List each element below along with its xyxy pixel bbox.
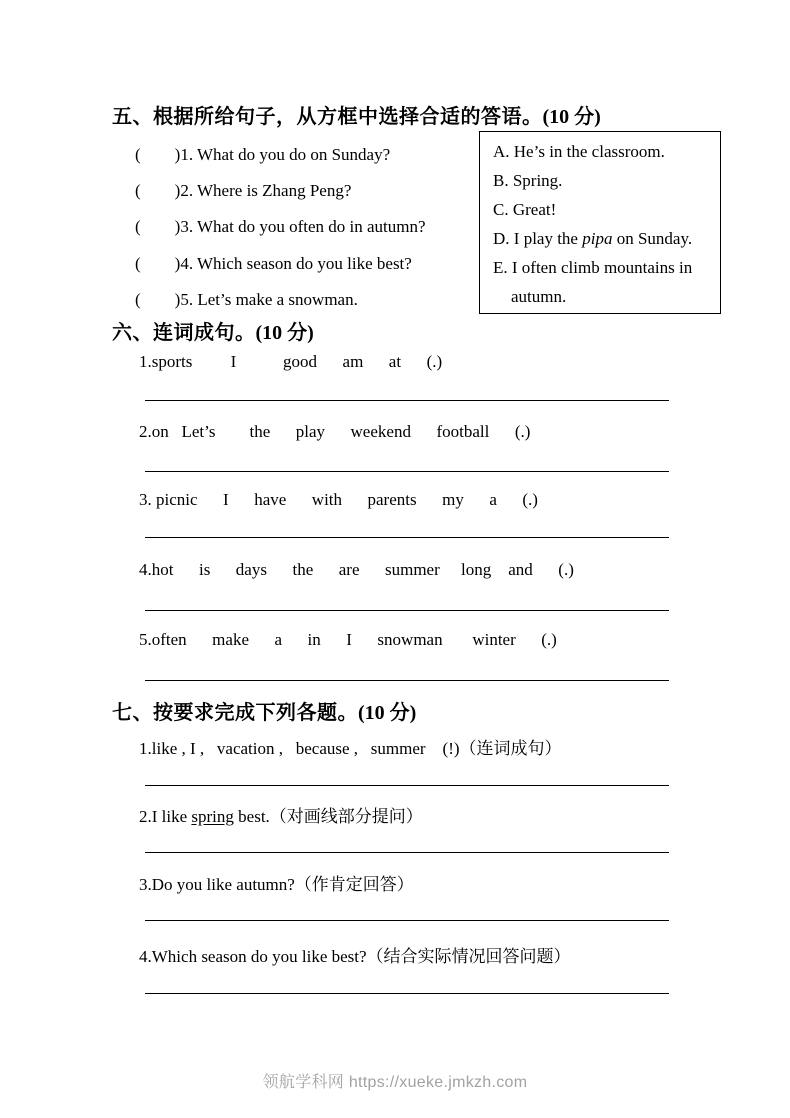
rearrange-item-2: 2.on Let’s the play weekend football (.) [139,422,531,441]
answer-blank-line-5 [145,680,669,681]
section-seven-title-text: 七、按要求完成下列各题。 [112,702,358,724]
answer-blank-line-3 [145,537,669,538]
answer-blank-line-8 [145,920,669,921]
rearrange-item-4: 4.hot is days the are summer long and (.) [139,560,574,579]
section-five-title-text: 五、根据所给句子，从方框中选择合适的答语。 [112,106,543,128]
rearrange-item-5: 5.often make a in I snowman winter (.) [139,630,557,649]
section-seven-score: (10 分) [358,702,417,724]
task-item-3: 3.Do you like autumn?（作肯定回答） [139,875,414,894]
answer-options-box [479,131,721,314]
section-five-title [112,100,601,129]
answer-blank-line-1 [145,400,669,401]
option-c: C. Great! [493,200,557,219]
section-five-score: (10 分) [542,106,601,128]
answer-blank-line-7 [145,852,669,853]
question-4: ( )4. Which season do you like best? [135,254,412,273]
task-item-4: 4.Which season do you like best?（结合实际情况回答问题） [139,947,571,966]
option-d-pre: D. I play the [493,229,583,248]
option-d [480,224,720,253]
question-5: ( )5. Let’s make a snowman. [135,290,358,309]
task-item-2 [139,802,423,827]
answer-blank-line-4 [145,610,669,611]
answer-blank-line-6 [145,785,669,786]
option-b: B. Spring. [493,171,563,190]
task-item-2-underlined-word: spring [191,807,234,826]
rearrange-item-1: 1.sports I good am at (.) [139,352,443,371]
rearrange-item-3: 3. picnic I have with parents my a (.) [139,490,538,509]
option-d-italic-word: pipa [582,229,613,248]
section-six-title-text: 六、连词成句。 [112,322,256,344]
section-six-score: (10 分) [255,322,314,344]
question-3: ( )3. What do you often do in autumn? [135,217,426,236]
answer-blank-line-9 [145,993,669,994]
question-1: ( )1. What do you do on Sunday? [135,145,391,164]
answer-blank-line-2 [145,471,669,472]
task-item-1: 1.like , I , vacation , because , summer (!)（连词成句） [139,739,562,758]
task-item-2-post: best.（对画线部分提问） [233,807,423,826]
section-seven-title [112,696,416,725]
footer-watermark: 领航学科网 https://xueke.jmkzh.com [262,1074,528,1091]
option-e-line2: autumn. [511,287,567,306]
option-d-post: on Sunday. [612,229,693,248]
option-a: A. He’s in the classroom. [493,142,665,161]
task-item-2-pre: 2.I like [139,807,192,826]
section-six-title [112,316,314,345]
option-e-line1: E. I often climb mountains in [493,258,693,277]
question-2: ( )2. Where is Zhang Peng? [135,181,352,200]
